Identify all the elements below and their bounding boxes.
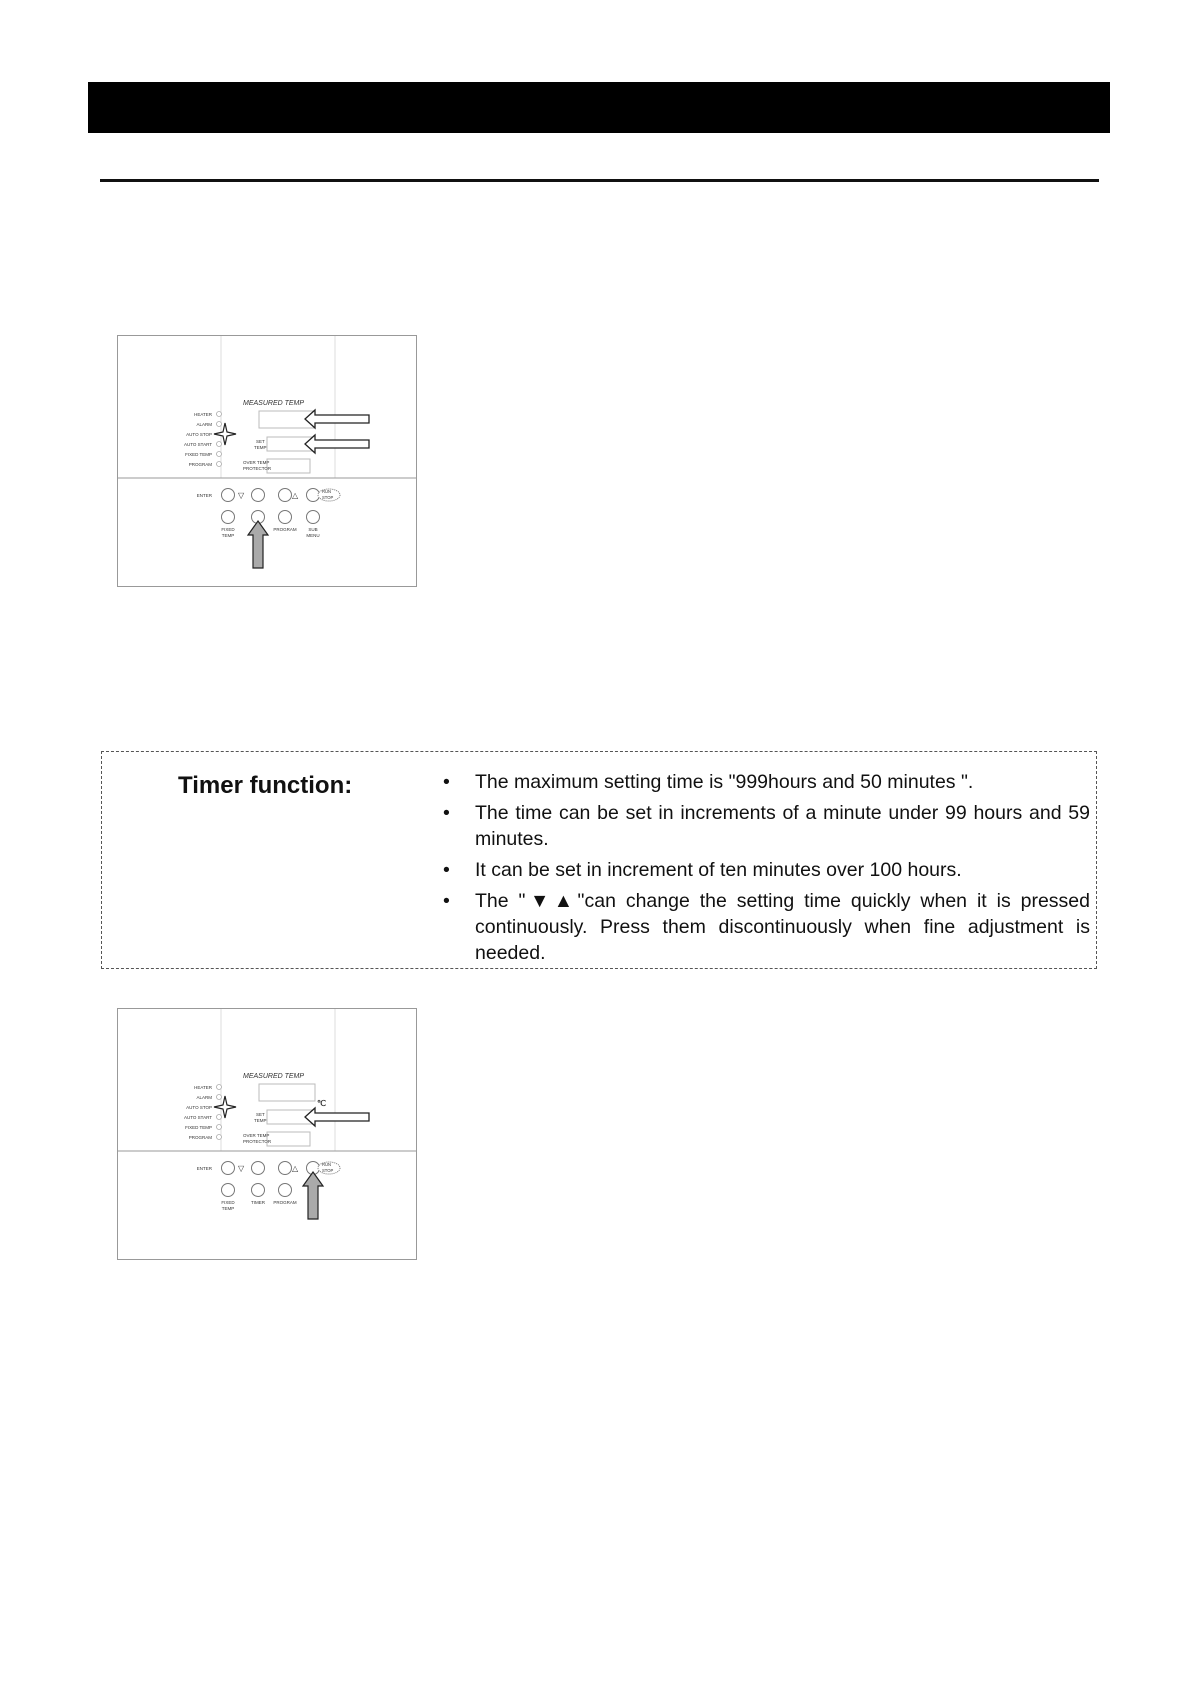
enter-button xyxy=(222,489,235,502)
note-title: Timer function: xyxy=(178,772,353,799)
note-item-text: The "▼▲"can change the setting time quickly when it is pressed continuously. Press them discontinuously when fine adjustment is needed. xyxy=(475,890,1090,964)
over-temp-label-line1: OVER TEMP xyxy=(243,460,270,465)
led-label-auto-start: AUTO START xyxy=(183,442,212,447)
fixed-temp-label-line2: TEMP xyxy=(221,533,235,538)
led-label-program: PROGRAM xyxy=(188,462,212,467)
measured-temp-label: MEASURED TEMP xyxy=(243,1073,305,1080)
led-label-auto-stop: AUTO STOP xyxy=(186,432,212,437)
bullet-icon: • xyxy=(443,771,450,793)
program-button xyxy=(279,1184,292,1197)
up-button xyxy=(279,1162,292,1175)
set-temp-label-line1: SET xyxy=(256,439,265,444)
bullet-icon: • xyxy=(443,802,450,824)
panel-diagram-1 xyxy=(117,335,417,587)
stop-label: STOP xyxy=(322,1168,334,1173)
note-item xyxy=(440,888,1090,966)
set-temp-label-line2: TEMP xyxy=(254,1118,267,1123)
program-label: PROGRAM xyxy=(273,527,297,532)
note-item-text: The maximum setting time is "999hours and 50 minutes ". xyxy=(475,771,974,793)
panel-diagram-2 xyxy=(117,1008,417,1260)
enter-label: ENTER xyxy=(196,1166,212,1171)
section-rule xyxy=(100,179,1099,182)
control-panel-figure-1 xyxy=(117,335,417,587)
over-temp-label-line2: PROTECTOR xyxy=(243,1139,272,1144)
enter-button xyxy=(222,1162,235,1175)
led-label-fixed-temp: FIXED TEMP xyxy=(185,1125,212,1130)
sub-menu-button xyxy=(307,511,320,524)
over-temp-label-line2: PROTECTOR xyxy=(243,466,272,471)
sub-menu-label-line2: MENU xyxy=(306,533,320,538)
program-button xyxy=(279,511,292,524)
over-temp-label-line1: OVER TEMP xyxy=(243,1133,270,1138)
down-button xyxy=(252,489,265,502)
timer-label: TIMER xyxy=(251,1200,265,1205)
run-label: RUN xyxy=(322,1162,332,1167)
set-temp-label-line2: TEMP xyxy=(254,445,267,450)
set-temp-label-line1: SET xyxy=(256,1112,265,1117)
led-label-heater: HEATER xyxy=(194,412,212,417)
fixed-temp-label-line1: FIXED xyxy=(221,1200,235,1205)
up-arrow-glyph-icon: △ xyxy=(292,491,299,500)
up-arrow-glyph-icon: △ xyxy=(292,1164,299,1173)
led-label-alarm: ALARM xyxy=(196,1095,212,1100)
timer-button xyxy=(252,1184,265,1197)
led-label-program: PROGRAM xyxy=(188,1135,212,1140)
note-item xyxy=(440,800,1090,852)
timer-function-note xyxy=(101,751,1097,969)
program-label: PROGRAM xyxy=(273,1200,297,1205)
fixed-temp-label-line1: FIXED xyxy=(221,527,235,532)
down-arrow-glyph-icon: ▽ xyxy=(238,491,245,500)
sub-menu-label-line1: SUB xyxy=(308,527,318,532)
led-label-heater: HEATER xyxy=(194,1085,212,1090)
celsius-unit: ℃ xyxy=(317,1099,326,1108)
run-label: RUN xyxy=(322,489,332,494)
led-label-alarm: ALARM xyxy=(196,422,212,427)
header-bar xyxy=(88,82,1110,133)
fixed-temp-button xyxy=(222,511,235,524)
down-button xyxy=(252,1162,265,1175)
bullet-icon: • xyxy=(443,890,450,912)
up-button xyxy=(279,489,292,502)
note-item-text: The time can be set in increments of a minute under 99 hours and 59 minutes. xyxy=(475,802,1090,850)
led-label-auto-start: AUTO START xyxy=(183,1115,212,1120)
fixed-temp-button xyxy=(222,1184,235,1197)
led-label-fixed-temp: FIXED TEMP xyxy=(185,452,212,457)
enter-label: ENTER xyxy=(196,493,212,498)
note-item xyxy=(440,769,1090,795)
measured-temp-label: MEASURED TEMP xyxy=(243,400,305,407)
note-list xyxy=(440,769,1090,971)
note-item xyxy=(440,857,1090,883)
fixed-temp-label-line2: TEMP xyxy=(221,1206,235,1211)
down-arrow-glyph-icon: ▽ xyxy=(238,1164,245,1173)
led-label-auto-stop: AUTO STOP xyxy=(186,1105,212,1110)
control-panel-figure-2 xyxy=(117,1008,417,1260)
note-item-text: It can be set in increment of ten minutes over 100 hours. xyxy=(475,859,962,881)
stop-label: STOP xyxy=(322,495,334,500)
bullet-icon: • xyxy=(443,859,450,881)
